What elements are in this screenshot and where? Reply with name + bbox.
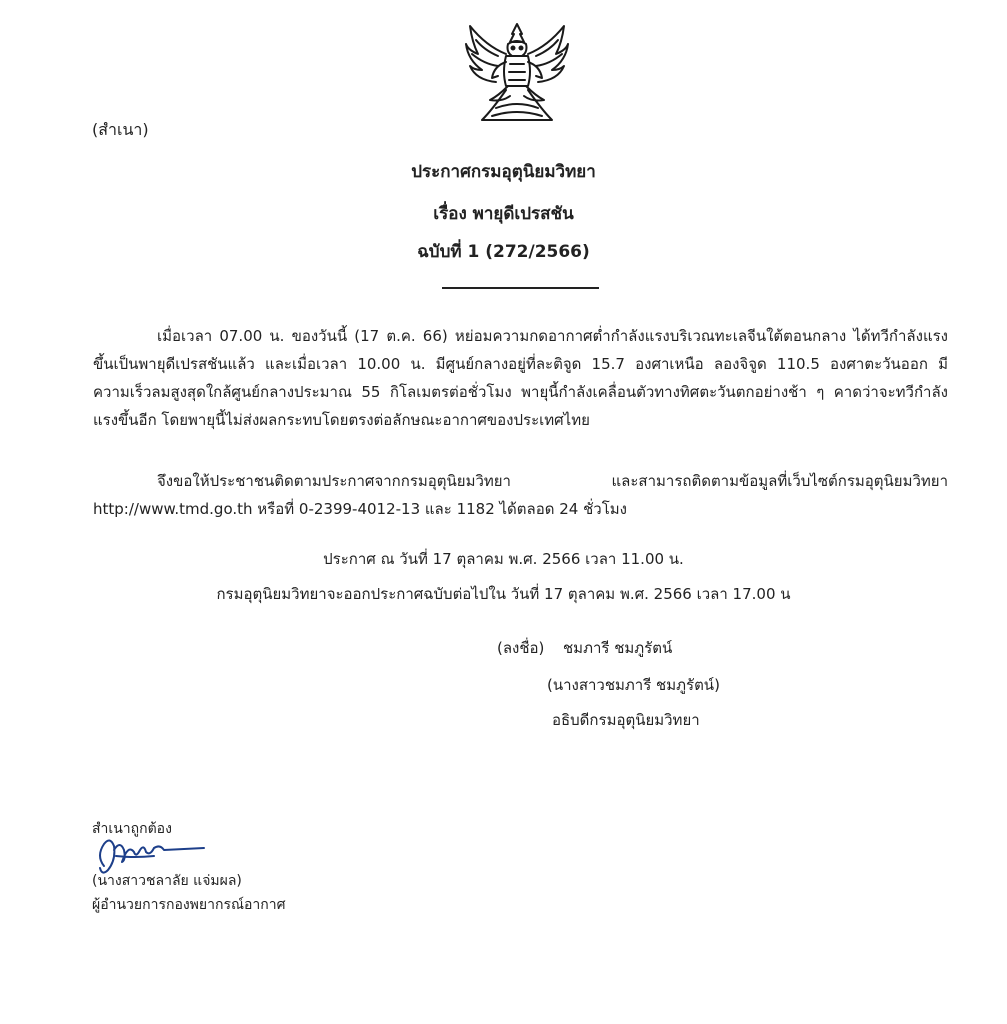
next-issue-notice: กรมอุตุนิยมวิทยาจะออกประกาศฉบับต่อไปใน วันที่ 17 ตุลาคม พ.ศ. 2566 เวลา 17.00 น (216, 585, 791, 603)
copy-mark: (สำเนา) (92, 120, 149, 139)
title-divider (442, 287, 599, 289)
certification-label: สำเนาถูกต้อง (92, 821, 172, 837)
signatory-full-name: (นางสาวชมภารี ชมภูรัตน์) (547, 676, 720, 694)
announcement-subject: เรื่อง พายุดีเปรสชัน (433, 204, 574, 224)
announcement-title: ประกาศกรมอุตุนิยมวิทยา (411, 162, 596, 182)
signatory-position: อธิบดีกรมอุตุนิยมวิทยา (552, 711, 700, 729)
signature-name: ชมภารี ชมภูรัตน์ (563, 639, 673, 657)
garuda-emblem-icon (462, 20, 572, 124)
signature-label: (ลงชื่อ) (497, 639, 545, 657)
body-paragraph-1: เมื่อเวลา 07.00 น. ของวันนี้ (17 ต.ค. 66) หย่อมความกดอากาศต่ำกำลังแรงบริเวณทะเลจีนใต้ตอนกลาง ได้ทวีกำลังแรงขึ้นเป็นพายุดีเปรสชันแล้ว และเมื่อเวลา 10.00 น. มีศูนย์กลางอยู่ที่ละติจูด 15.7 องศาเหนือ ลองจิจูด 110.5 องศาตะวันออก มีความเร็วลมสูงสุดใกล้ศูนย์กลางประมาณ 55 กิโลเมตรต่อชั่วโมง พายุนี้กำลังเคลื่อนตัวทางทิศตะวันตกอย่างช้า ๆ คาดว่าจะทวีกำลังแรงขึ้นอีก โดยพายุนี้ไม่ส่งผลกระทบโดยตรงต่อลักษณะอากาศของประเทศไทย (93, 327, 948, 429)
body-paragraph-2: จึงขอให้ประชาชนติดตามประกาศจากกรมอุตุนิยมวิทยา และสามารถติดตามข้อมูลที่เว็บไซต์กรมอุตุนิยมวิทยา http://www.tmd.go.th หรือที่ 0-2399-4012-13 และ 1182 ได้ตลอด 24 ชั่วโมง (93, 472, 948, 518)
announcement-date: ประกาศ ณ วันที่ 17 ตุลาคม พ.ศ. 2566 เวลา 11.00 น. (323, 550, 684, 568)
certifier-name: (นางสาวชลาลัย แจ่มผล) (92, 873, 242, 889)
certifier-position: ผู้อำนวยการกองพยากรณ์อากาศ (92, 897, 286, 913)
announcement-issue: ฉบับที่ 1 (272/2566) (417, 242, 590, 262)
